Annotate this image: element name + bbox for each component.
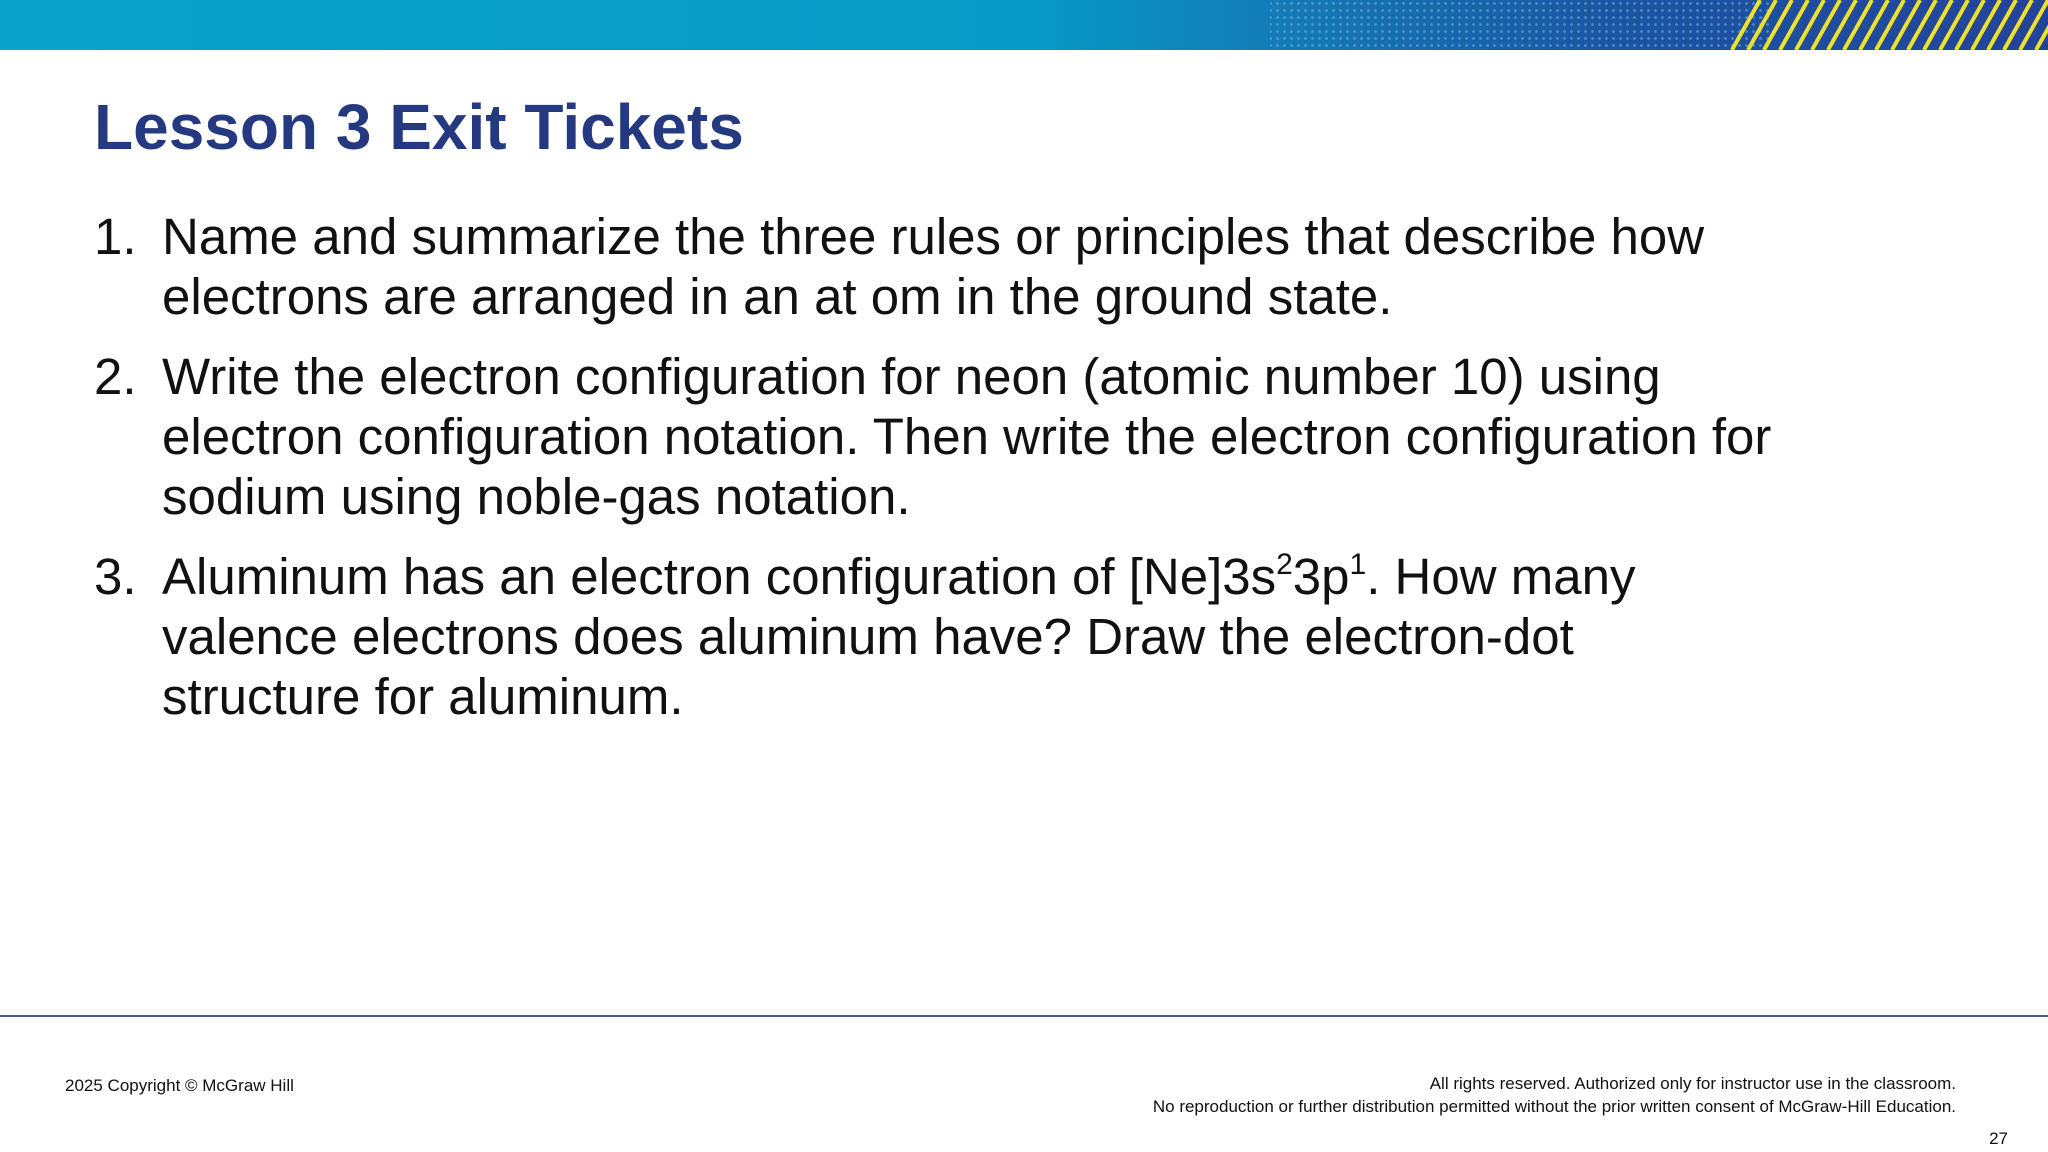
- question-text-line: valence electrons does aluminum have? Draw the electron-dot: [162, 608, 1574, 665]
- footer-divider: [0, 1015, 2048, 1017]
- config-text: 3p: [1292, 548, 1350, 605]
- question-text: . How many: [1366, 548, 1636, 605]
- question-text-line: [162, 547, 1974, 607]
- question-text-line: Name and summarize the three rules or principles that describe how: [162, 208, 1705, 265]
- slide-title: Lesson 3 Exit Tickets: [94, 91, 744, 163]
- question-text-line: structure for aluminum.: [162, 668, 684, 725]
- config-text: Aluminum has an electron configuration of [Ne]3s: [162, 548, 1277, 605]
- superscript: 1: [1349, 548, 1367, 581]
- question-number: 1.: [94, 208, 137, 265]
- copyright-notice: 2025 Copyright © McGraw Hill: [65, 1076, 294, 1095]
- rights-line: All rights reserved. Authorized only for instructor use in the classroom.: [1429, 1074, 1956, 1093]
- question-text-line: electrons are arranged in an at om in the ground state.: [162, 268, 1393, 325]
- top-banner: [0, 0, 2048, 50]
- question-text-line: Write the electron configuration for neon (atomic number 10) using: [162, 348, 1661, 405]
- rights-line: No reproduction or further distribution permitted without the prior written consent of McGraw-Hill Education.: [1152, 1097, 1956, 1116]
- question-item-2: [94, 347, 1974, 527]
- question-list: [94, 207, 1974, 747]
- superscript: 2: [1276, 548, 1293, 581]
- question-text-line: sodium using noble-gas notation.: [162, 468, 911, 525]
- question-number: 2.: [94, 348, 137, 405]
- question-number: 3.: [94, 548, 137, 605]
- question-item-3: [94, 547, 1974, 727]
- question-text-line: electron configuration notation. Then write the electron configuration for: [162, 408, 1772, 465]
- page-number: 27: [1989, 1129, 2008, 1148]
- rights-notice: [1153, 1072, 1956, 1118]
- question-item-1: [94, 207, 1974, 327]
